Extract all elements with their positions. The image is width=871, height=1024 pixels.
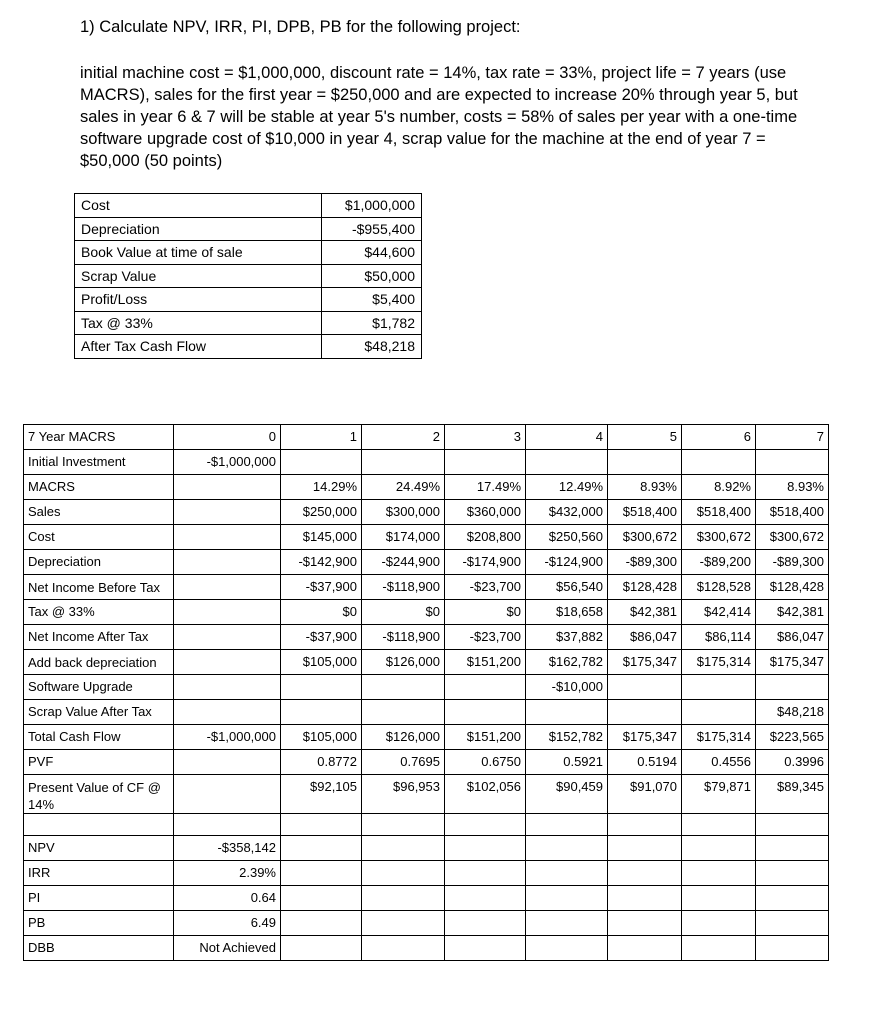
- empty-cell: [608, 886, 682, 911]
- value-cell: -$118,900: [362, 575, 445, 600]
- value-cell: 0.3996: [756, 750, 829, 775]
- empty-cell: [362, 936, 445, 961]
- value-cell: [174, 700, 281, 725]
- empty-cell: [526, 911, 608, 936]
- value-cell: -$89,300: [756, 550, 829, 575]
- row-label: Net Income After Tax: [24, 625, 174, 650]
- value-cell: $250,560: [526, 525, 608, 550]
- value-cell: [608, 450, 682, 475]
- value-cell: [174, 525, 281, 550]
- value-cell: 8.93%: [608, 475, 682, 500]
- empty-cell: [281, 936, 362, 961]
- value-cell: $250,000: [281, 500, 362, 525]
- empty-cell: [682, 886, 756, 911]
- table-row: [24, 525, 829, 550]
- year-header: 1: [281, 425, 362, 450]
- table-row: [24, 775, 829, 814]
- value-cell: $126,000: [362, 725, 445, 750]
- macrs-cash-flow-table: [23, 424, 829, 961]
- value-cell: $175,347: [608, 650, 682, 675]
- metric-value: 2.39%: [174, 861, 281, 886]
- empty-cell: [445, 861, 526, 886]
- value-cell: $86,114: [682, 625, 756, 650]
- row-label: Sales: [24, 500, 174, 525]
- table-row: [24, 675, 829, 700]
- year-header: 0: [174, 425, 281, 450]
- value-cell: [756, 450, 829, 475]
- value-cell: 0.8772: [281, 750, 362, 775]
- row-label: Tax @ 33%: [24, 600, 174, 625]
- value-cell: 0.5921: [526, 750, 608, 775]
- metric-value: 6.49: [174, 911, 281, 936]
- empty-cell: [362, 886, 445, 911]
- sale-row: [75, 264, 422, 288]
- empty-cell: [756, 886, 829, 911]
- empty-cell: [526, 936, 608, 961]
- value-cell: $145,000: [281, 525, 362, 550]
- value-cell: $86,047: [756, 625, 829, 650]
- empty-cell: [362, 861, 445, 886]
- table-row: [24, 650, 829, 675]
- value-cell: [174, 650, 281, 675]
- table-row: [24, 700, 829, 725]
- empty-cell: [756, 861, 829, 886]
- value-cell: $223,565: [756, 725, 829, 750]
- value-cell: -$1,000,000: [174, 450, 281, 475]
- empty-cell: [281, 911, 362, 936]
- value-cell: $91,070: [608, 775, 682, 814]
- value-cell: $105,000: [281, 725, 362, 750]
- value-cell: [174, 625, 281, 650]
- row-label: Scrap Value After Tax: [24, 700, 174, 725]
- value-cell: $300,000: [362, 500, 445, 525]
- sale-label: Tax @ 33%: [75, 311, 322, 335]
- row-label: Total Cash Flow: [24, 725, 174, 750]
- table-row: [24, 750, 829, 775]
- empty-cell: [526, 886, 608, 911]
- table-row: [24, 575, 829, 600]
- sale-row: [75, 194, 422, 218]
- sale-row: [75, 217, 422, 241]
- empty-cell: [362, 911, 445, 936]
- metric-label: PI: [24, 886, 174, 911]
- empty-cell: [362, 814, 445, 836]
- year-header: 4: [526, 425, 608, 450]
- row-label: Net Income Before Tax: [24, 575, 174, 600]
- value-cell: [281, 675, 362, 700]
- summary-row: [24, 836, 829, 861]
- value-cell: [362, 675, 445, 700]
- table-row: [24, 600, 829, 625]
- value-cell: $128,428: [756, 575, 829, 600]
- row-label: Present Value of CF @ 14%: [24, 775, 174, 814]
- value-cell: -$23,700: [445, 625, 526, 650]
- metric-value: -$358,142: [174, 836, 281, 861]
- value-cell: 24.49%: [362, 475, 445, 500]
- year-header: 7: [756, 425, 829, 450]
- value-cell: [608, 675, 682, 700]
- value-cell: $128,428: [608, 575, 682, 600]
- value-cell: -$118,900: [362, 625, 445, 650]
- value-cell: [362, 700, 445, 725]
- summary-row: [24, 911, 829, 936]
- value-cell: [174, 475, 281, 500]
- empty-cell: [608, 814, 682, 836]
- sale-label: Depreciation: [75, 217, 322, 241]
- row-label: Cost: [24, 525, 174, 550]
- value-cell: -$37,900: [281, 575, 362, 600]
- value-cell: 0.4556: [682, 750, 756, 775]
- metric-label: DBB: [24, 936, 174, 961]
- empty-cell: [281, 861, 362, 886]
- value-cell: $151,200: [445, 725, 526, 750]
- table-row: [24, 475, 829, 500]
- value-cell: [682, 700, 756, 725]
- value-cell: [526, 450, 608, 475]
- value-cell: [174, 550, 281, 575]
- header-row: [24, 425, 829, 450]
- sale-value: $1,000,000: [322, 194, 422, 218]
- sale-value: $44,600: [322, 241, 422, 265]
- empty-cell: [281, 886, 362, 911]
- value-cell: $86,047: [608, 625, 682, 650]
- value-cell: -$1,000,000: [174, 725, 281, 750]
- value-cell: $174,000: [362, 525, 445, 550]
- value-cell: [174, 575, 281, 600]
- value-cell: $89,345: [756, 775, 829, 814]
- value-cell: $105,000: [281, 650, 362, 675]
- value-cell: [281, 700, 362, 725]
- empty-cell: [756, 911, 829, 936]
- value-cell: 8.92%: [682, 475, 756, 500]
- year-header: 3: [445, 425, 526, 450]
- table-row: [24, 450, 829, 475]
- empty-cell: [526, 836, 608, 861]
- metric-value: Not Achieved: [174, 936, 281, 961]
- empty-cell: [756, 814, 829, 836]
- sale-label: Profit/Loss: [75, 288, 322, 312]
- empty-cell: [281, 814, 362, 836]
- problem-statement: initial machine cost = $1,000,000, discount rate = 14%, tax rate = 33%, project life = 7 years (use MACRS), sales for the first year = $250,000 and are expected to increase 20% through year 5, but sales in year 6 & 7 will be stable at year 5's number, costs = 58% of sales per year with a one-time software upgrade cost of $10,000 in year 4, scrap value for the machine at the end of year 7 = $50,000 (50 points): [80, 64, 798, 170]
- sale-row: [75, 288, 422, 312]
- sale-row: [75, 241, 422, 265]
- sale-value: -$955,400: [322, 217, 422, 241]
- value-cell: $126,000: [362, 650, 445, 675]
- value-cell: $162,782: [526, 650, 608, 675]
- value-cell: $175,314: [682, 650, 756, 675]
- table-row: [24, 500, 829, 525]
- value-cell: [174, 600, 281, 625]
- value-cell: $208,800: [445, 525, 526, 550]
- row-label: Initial Investment: [24, 450, 174, 475]
- value-cell: [526, 700, 608, 725]
- value-cell: 0.5194: [608, 750, 682, 775]
- value-cell: $42,381: [756, 600, 829, 625]
- question-heading: 1) Calculate NPV, IRR, PI, DPB, PB for the following project:: [80, 18, 521, 36]
- value-cell: -$142,900: [281, 550, 362, 575]
- sale-value: $5,400: [322, 288, 422, 312]
- value-cell: $0: [281, 600, 362, 625]
- value-cell: -$174,900: [445, 550, 526, 575]
- row-label: PVF: [24, 750, 174, 775]
- value-cell: $300,672: [682, 525, 756, 550]
- empty-cell: [445, 814, 526, 836]
- value-cell: $18,658: [526, 600, 608, 625]
- value-cell: [756, 675, 829, 700]
- metric-label: NPV: [24, 836, 174, 861]
- sale-label: Scrap Value: [75, 264, 322, 288]
- empty-cell: [608, 836, 682, 861]
- value-cell: $37,882: [526, 625, 608, 650]
- value-cell: -$37,900: [281, 625, 362, 650]
- value-cell: $96,953: [362, 775, 445, 814]
- empty-cell: [24, 814, 174, 836]
- value-cell: $432,000: [526, 500, 608, 525]
- empty-cell: [445, 836, 526, 861]
- empty-cell: [445, 911, 526, 936]
- empty-cell: [174, 814, 281, 836]
- value-cell: $518,400: [608, 500, 682, 525]
- value-cell: [174, 775, 281, 814]
- value-cell: 14.29%: [281, 475, 362, 500]
- metric-label: PB: [24, 911, 174, 936]
- sale-label: Cost: [75, 194, 322, 218]
- value-cell: $48,218: [756, 700, 829, 725]
- value-cell: $175,347: [756, 650, 829, 675]
- summary-row: [24, 861, 829, 886]
- value-cell: -$124,900: [526, 550, 608, 575]
- value-cell: [445, 700, 526, 725]
- value-cell: $56,540: [526, 575, 608, 600]
- table-row: [24, 725, 829, 750]
- value-cell: [362, 450, 445, 475]
- value-cell: -$244,900: [362, 550, 445, 575]
- table-title: 7 Year MACRS: [24, 425, 174, 450]
- value-cell: -$23,700: [445, 575, 526, 600]
- year-header: 5: [608, 425, 682, 450]
- value-cell: $300,672: [608, 525, 682, 550]
- row-label: MACRS: [24, 475, 174, 500]
- value-cell: $90,459: [526, 775, 608, 814]
- value-cell: $0: [445, 600, 526, 625]
- empty-cell: [445, 936, 526, 961]
- spacer-row: [24, 814, 829, 836]
- sale-label: Book Value at time of sale: [75, 241, 322, 265]
- empty-cell: [682, 836, 756, 861]
- empty-cell: [682, 861, 756, 886]
- summary-row: [24, 886, 829, 911]
- value-cell: -$89,300: [608, 550, 682, 575]
- value-cell: $175,314: [682, 725, 756, 750]
- empty-cell: [362, 836, 445, 861]
- value-cell: $175,347: [608, 725, 682, 750]
- value-cell: $300,672: [756, 525, 829, 550]
- table-row: [24, 625, 829, 650]
- value-cell: $360,000: [445, 500, 526, 525]
- empty-cell: [281, 836, 362, 861]
- value-cell: [445, 450, 526, 475]
- value-cell: [682, 450, 756, 475]
- year-header: 6: [682, 425, 756, 450]
- row-label: Add back depreciation: [24, 650, 174, 675]
- row-label: Software Upgrade: [24, 675, 174, 700]
- value-cell: 17.49%: [445, 475, 526, 500]
- summary-row: [24, 936, 829, 961]
- value-cell: $128,528: [682, 575, 756, 600]
- value-cell: $79,871: [682, 775, 756, 814]
- sale-row: [75, 311, 422, 335]
- value-cell: $518,400: [682, 500, 756, 525]
- value-cell: $152,782: [526, 725, 608, 750]
- value-cell: 0.7695: [362, 750, 445, 775]
- metric-label: IRR: [24, 861, 174, 886]
- empty-cell: [526, 814, 608, 836]
- empty-cell: [526, 861, 608, 886]
- value-cell: 0.6750: [445, 750, 526, 775]
- value-cell: [608, 700, 682, 725]
- sale-label: After Tax Cash Flow: [75, 335, 322, 359]
- value-cell: $92,105: [281, 775, 362, 814]
- table-row: [24, 550, 829, 575]
- value-cell: [174, 500, 281, 525]
- empty-cell: [682, 911, 756, 936]
- value-cell: -$10,000: [526, 675, 608, 700]
- sale-value: $50,000: [322, 264, 422, 288]
- value-cell: [682, 675, 756, 700]
- empty-cell: [756, 836, 829, 861]
- empty-cell: [682, 936, 756, 961]
- value-cell: $0: [362, 600, 445, 625]
- sale-row: [75, 335, 422, 359]
- empty-cell: [756, 936, 829, 961]
- value-cell: 8.93%: [756, 475, 829, 500]
- year-header: 2: [362, 425, 445, 450]
- value-cell: $151,200: [445, 650, 526, 675]
- value-cell: [445, 675, 526, 700]
- value-cell: $102,056: [445, 775, 526, 814]
- value-cell: [174, 675, 281, 700]
- value-cell: $518,400: [756, 500, 829, 525]
- metric-value: 0.64: [174, 886, 281, 911]
- empty-cell: [608, 911, 682, 936]
- empty-cell: [682, 814, 756, 836]
- row-label: Depreciation: [24, 550, 174, 575]
- value-cell: -$89,200: [682, 550, 756, 575]
- value-cell: [174, 750, 281, 775]
- value-cell: $42,414: [682, 600, 756, 625]
- empty-cell: [608, 861, 682, 886]
- sale-value: $1,782: [322, 311, 422, 335]
- sale-value: $48,218: [322, 335, 422, 359]
- value-cell: $42,381: [608, 600, 682, 625]
- value-cell: [281, 450, 362, 475]
- empty-cell: [608, 936, 682, 961]
- value-cell: 12.49%: [526, 475, 608, 500]
- scrap-sale-table: [74, 193, 422, 359]
- empty-cell: [445, 886, 526, 911]
